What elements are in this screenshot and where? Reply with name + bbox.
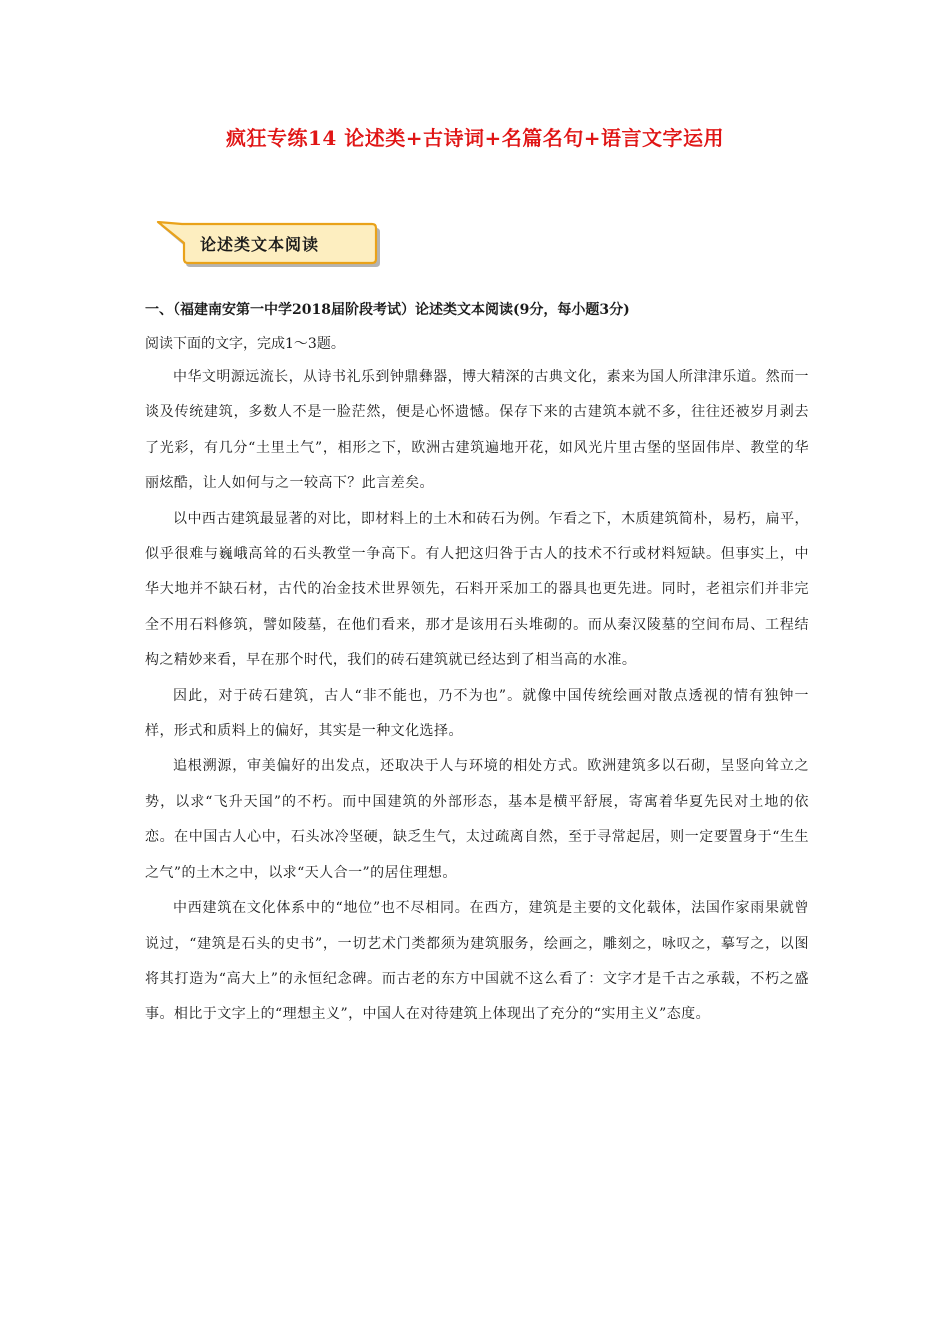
document-title: 疯狂专练14 论述类+古诗词+名篇名句+语言文字运用: [225, 126, 725, 150]
section-badge-label: 论述类文本阅读: [200, 235, 320, 254]
question-header: 一、（福建南安第一中学2018届阶段考试）论述类文本阅读(9分，每小题3分): [145, 302, 630, 318]
reading-passage: [145, 360, 809, 1033]
passage-paragraph: 中华文明源远流长，从诗书礼乐到钟鼎彝器，博大精深的古典文化，素来为国人所津津乐道。然而一谈及传统建筑，多数人不是一脸茫然，便是心怀遗憾。保存下来的古建筑本就不多，往往还被岁月剥去了光彩，有几分“土里土气”，相形之下，欧洲古建筑遍地开花，如风光片里古堡的坚固伟岸、教堂的华丽炫酷，让人如何与之一较高下？此言差矣。: [145, 369, 809, 492]
passage-paragraph: 以中西古建筑最显著的对比，即材料上的土木和砖石为例。乍看之下，木质建筑简朴，易朽，扁平，似乎很难与巍峨高耸的石头教堂一争高下。有人把这归咎于古人的技术不行或材料短缺。但事实上，中华大地并不缺石材，古代的冶金技术世界领先，石料开采加工的器具也更先进。同时，老祖宗们并非完全不用石料修筑，譬如陵墓，在他们看来，那才是该用石头堆砌的。而从秦汉陵墓的空间布局、工程结构之精妙来看，早在那个时代，我们的砖石建筑就已经达到了相当高的水准。: [145, 510, 809, 669]
passage-paragraph: 因此，对于砖石建筑，古人“非不能也，乃不为也”。就像中国传统绘画对散点透视的情有独钟一样，形式和质料上的偏好，其实是一种文化选择。: [145, 687, 809, 740]
passage-paragraph: 追根溯源，审美偏好的出发点，还取决于人与环境的相处方式。欧洲建筑多以石砌，呈竖向耸立之势，以求“飞升天国”的不朽。而中国建筑的外部形态，基本是横平舒展，寄寓着华夏先民对土地的依恋。在中国古人心中，石头冰冷坚硬，缺乏生气，太过疏离自然，至于寻常起居，则一定要置身于“生生之气”的土木之中，以求“天人合一”的居住理想。: [145, 758, 809, 881]
passage-paragraph: 中西建筑在文化体系中的“地位”也不尽相同。在西方，建筑是主要的文化载体，法国作家雨果就曾说过，“建筑是石头的史书”，一切艺术门类都须为建筑服务，绘画之，雕刻之，咏叹之，摹写之，以图将其打造为“高大上”的永恒纪念碑。而古老的东方中国就不这么看了：文字才是千古之承载，不朽之盛事。相比于文字上的“理想主义”，中国人在对待建筑上体现出了充分的“实用主义”态度。: [145, 900, 809, 1023]
instruction-text: 阅读下面的文字，完成1～3题。: [145, 336, 345, 352]
section-badge: [154, 221, 380, 267]
